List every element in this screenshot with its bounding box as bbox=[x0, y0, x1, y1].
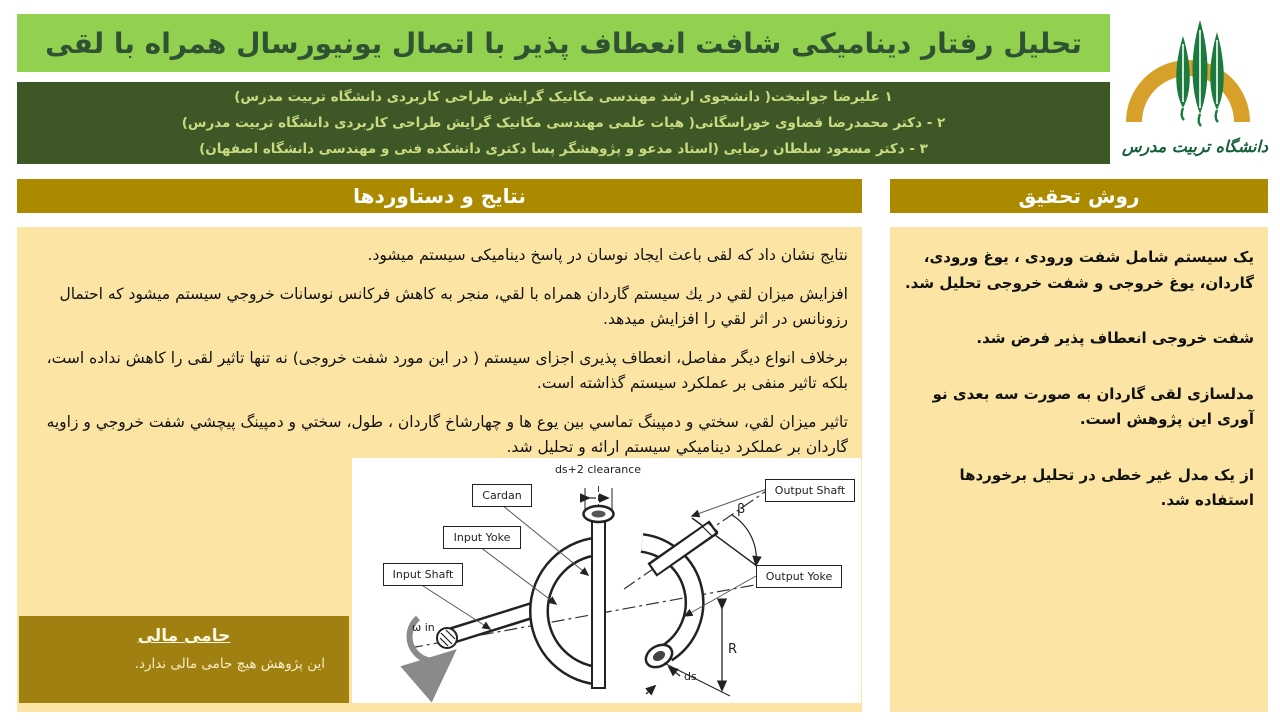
results-paragraphs bbox=[31, 243, 848, 474]
beta-angle-label: β bbox=[737, 502, 746, 517]
sponsor-header: حامی مالی bbox=[137, 626, 231, 646]
input-yoke-label: Input Yoke bbox=[443, 526, 521, 549]
logo-university-name: دانشگاه تربیت مدرس bbox=[1121, 137, 1269, 156]
method-paragraph-3: مدلسازی لقی گاردان به صورت سه بعدی نو آوری این پژوهش است. bbox=[932, 384, 1254, 428]
authors-bar bbox=[17, 82, 1110, 164]
method-header-label: روش تحقیق bbox=[1018, 184, 1140, 208]
results-paragraph-2: افزایش میزان لقي در یك سیستم گاردان همراه با لقي، منجر به کاهش فرکانس نوسانات خروجي سیستم میشود که احتمال رزونانس در اثر لقي را افزایش میدهد. bbox=[59, 284, 848, 329]
results-paragraph-3: برخلاف انواع دیگر مفاصل، انعطاف پذیری اجزای سیستم ( در این مورد شفت خروجی) نه تنها تاثیر لقی را کاهش نداده است، بلکه تاثیر منفی بر عملکرد سیستم گذاشته است. bbox=[46, 348, 848, 393]
r-dimension-label: R bbox=[728, 642, 738, 657]
output-shaft-label: Output Shaft bbox=[765, 479, 855, 502]
universal-joint-diagram bbox=[352, 458, 861, 703]
results-content-box bbox=[17, 227, 862, 712]
clearance-dimension-label: ds+2 clearance bbox=[554, 463, 642, 476]
poster-title: تحلیل رفتار دینامیکی شافت انعطاف پذیر با اتصال یونیورسال همراه با لقی bbox=[45, 26, 1082, 60]
tarbiat-modares-logo-icon bbox=[1120, 4, 1270, 172]
method-paragraph-1: یک سیستم شامل شفت ورودی ، یوغ ورودی، گاردان، یوغ خروجی و شفت خروجی تحلیل شد. bbox=[904, 248, 1254, 292]
cardan-label: Cardan bbox=[472, 484, 532, 507]
poster-title-bar bbox=[17, 14, 1110, 72]
omega-in-label: ω in bbox=[412, 621, 435, 634]
sponsor-text: این پژوهش هیچ حامی مالی ندارد. bbox=[134, 656, 325, 672]
method-content-box bbox=[890, 227, 1268, 712]
method-paragraph-4: از یک مدل غیر خطی در تحلیل برخوردها استفاده شد. bbox=[959, 465, 1254, 509]
output-yoke-label: Output Yoke bbox=[756, 565, 842, 588]
ds-dimension-label: ds bbox=[684, 670, 697, 683]
results-header-label: نتایج و دستاوردها bbox=[353, 184, 526, 208]
results-section-header bbox=[17, 179, 862, 213]
author-line-2: ۲ - دکتر محمدرضا قضاوی خوراسگانی( هیات علمی مهندسی مکانیک گرایش طراحی کاربردی دانشگاه تربیت مدرس) bbox=[181, 114, 946, 131]
method-section-header bbox=[890, 179, 1268, 213]
author-line-1: ۱ علیرضا جوانبخت( دانشجوی ارشد مهندسی مکانیک گرایش طراحی کاربردی دانشگاه تربیت مدرس) bbox=[234, 88, 893, 105]
input-shaft-label: Input Shaft bbox=[383, 563, 463, 586]
method-paragraphs bbox=[902, 245, 1254, 544]
university-logo bbox=[1110, 0, 1280, 176]
method-paragraph-2: شفت خروجی انعطاف پذیر فرض شد. bbox=[976, 329, 1254, 347]
results-paragraph-4: تاثیر میزان لقي، سختي و دمپینگ تماسي بین یوع ها و چهارشاخ گاردان ، طول، سختي و دمپینگ پیچشي شفت خروجي و زاویه گاردان بر عملکرد دینامیکي سیستم ارائه و تحلیل شد. bbox=[46, 412, 848, 457]
sponsor-box bbox=[19, 616, 349, 703]
results-paragraph-1: نتایج نشان داد که لقی باعث ایجاد نوسان در پاسخ دینامیکی سیستم میشود. bbox=[367, 246, 848, 264]
author-line-3: ۳ - دکتر مسعود سلطان رضایی (استاد مدعو و پژوهشگر پسا دکتری دانشکده فنی و مهندسی دانشگاه اصفهان) bbox=[199, 140, 928, 157]
